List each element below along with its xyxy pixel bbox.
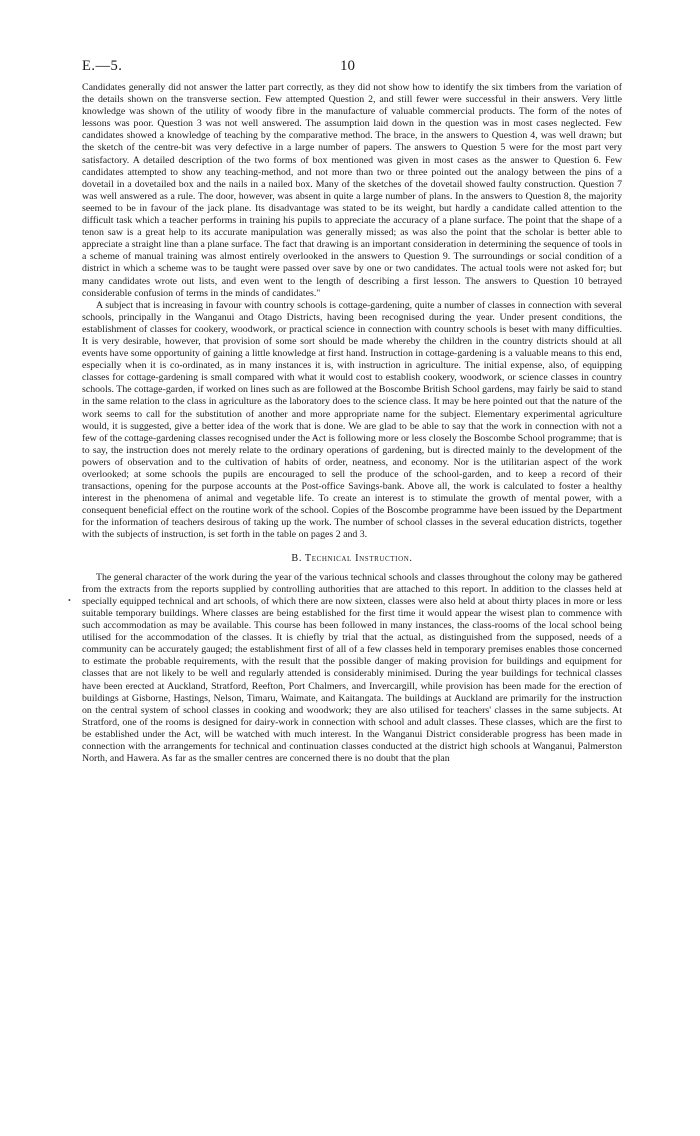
margin-mark: • bbox=[68, 596, 71, 605]
page-number: 10 bbox=[340, 58, 355, 74]
page-header bbox=[82, 58, 622, 78]
paragraph-technical-instruction: The general character of the work during the year of the various technical schools and classes throughout the colony may be gathered from the extracts from the reports supplied by controlling authorities that are attached to this report. In addition to the classes held at specially equipped technical and art schools, of which there are now sixteen, classes were also held at about thirty places in more or less suitable temporary buildings. Where classes are being established for the first time it would appear the wisest plan to commence with such accommodation as may be available. This course has been followed in many instances, the class-rooms of the local school being utilised for the accommodation of the classes. It is chiefly by trial that the actual, as distinguished from the supposed, needs of a community can be accurately gauged; the establishment first of all of a few classes held in temporary premises enables those concerned to estimate the probable requirements, with the result that the possible danger of making provision for buildings and equipment for classes that are not likely to be well and regularly attended is considerably minimised. During the year buildings for technical classes have been erected at Auckland, Stratford, Reefton, Port Chalmers, and Invercargill, while provision has been made for the erection of buildings at Gisborne, Hastings, Nelson, Timaru, Waimate, and Kaitangata. The buildings at Auckland are primarily for the instruction on the central system of school classes in cooking and woodwork; they are also utilised for teachers' classes in the same subjects. At Stratford, one of the rooms is designed for dairy-work in connection with school and adult classes. These classes, which are the first to be established under the Act, will be watched with much interest. In the Wanganui District considerable progress has been made in connection with the arrangements for technical and continuation classes conducted at the district high schools at Wanganui, Palmerston North, and Hawera. As far as the smaller centres are concerned there is no doubt that the plan bbox=[82, 571, 622, 765]
document-body bbox=[82, 82, 622, 765]
document-reference: E.—5. bbox=[82, 58, 123, 74]
section-heading: B. Technical Instruction. bbox=[291, 552, 413, 564]
paragraph-exam-answers: Candidates generally did not answer the latter part correctly, as they did not show how to identify the six timbers from the variation of the details shown on the transverse section. Few attempted Question 2, and still fewer were successful in their answers. Very little knowledge was shown of the utility of woody fibre in the manufacture of valuable commercial products. The form of the notes of lessons was poor. Question 3 was not well answered. The assumption laid down in the question was in most cases neglected. Few candidates showed a knowledge of teaching by the comparative method. The brace, in the answers to Question 4, was well drawn; but the sketch of the centre-bit was very defective in a large number of papers. The answers to Question 5 were for the most part very satisfactory. A detailed description of the two forms of box mentioned was given in most cases as the answer to Question 6. Few candidates attempted to show any teaching-method, and not more than two or three pointed out the analogy between the pins of a dovetail in a dovetailed box and the nails in a nailed box. Many of the sketches of the dovetail showed faulty construction. Question 7 was well answered as a rule. The door, however, was absent in quite a large number of plans. In the answers to Question 8, the majority seemed to be in favour of the jack plane. Its disadvantage was stated to be its weight, but hardly a candidate called attention to the difficult task which a teacher performs in training his pupils to appreciate the accuracy of a plane surface. The point that the shape of a tenon saw is a great help to its accurate manipulation was generally missed; as was also the point that the scholar is better able to appreciate a straight line than a plane surface. The fact that drawing is an important consideration in determining the sequence of tools in a scheme of manual training was almost entirely overlooked in the answers to Question 9. The surroundings or social condition of a district in which a scheme was to be taught were passed over save by one or two candidates. The actual tools were not asked for; but many candidates wrote out lists, and even went to the length of describing a first lesson. The answers to Question 10 betrayed considerable confusion of terms in the minds of candidates." bbox=[82, 82, 622, 299]
paragraph-cottage-gardening: A subject that is increasing in favour with country schools is cottage-gardening, quite a number of classes in connection with several schools, principally in the Wanganui and Otago Districts, having been recognised during the year. Under present conditions, the establishment of classes for cookery, woodwork, or practical science in connection with country schools is beset with many difficulties. It is very desirable, however, that provision of some sort should be made whereby the children in the country districts should at all events have some opportunity of gaining a little knowledge at first hand. Instruction in cottage-gardening is a valuable means to this end, especially when it is co-ordinated, as in many instances it is, with instruction in agriculture. The initial expense, also, of equipping classes for cottage-gardening is small compared with what it would cost to establish cookery, woodwork, or science classes in country schools. The cottage-garden, if worked on lines such as are followed at the Boscombe British School gardens, may fairly be said to stand in the same relation to the class in agriculture as the laboratory does to the science class. It may be here pointed out that the nature of the work seems to call for the substitution of another and more appropriate name for the subject. Elementary experimental agriculture would, it is suggested, give a better idea of the work that is done. We are glad to be able to say that the work in connection with not a few of the cottage-gardening classes recognised under the Act is following more or less closely the Boscombe School programme; that is to say, the instruction does not merely relate to the ordinary operations of gardening, but is directed mainly to the development of the powers of observation and to the cultivation of habits of order, neatness, and economy. Nor is the utilitarian aspect of the work overlooked; at some schools the pupils are encouraged to sell the produce of the school-garden, and to keep a record of their transactions, opening for the purpose accounts at the Post-office Savings-bank. Above all, the work is calculated to foster a healthy interest in the phenomena of animal and vegetable life. To create an interest is to stimulate the growth of mental power, with a consequent beneficial effect on the routine work of the school. Copies of the Boscombe programme have been issued by the Department for the information of teachers desirous of taking up the work. The number of school classes in the several education districts, together with the subjects of instruction, is set forth in the table on pages 2 and 3. bbox=[82, 299, 622, 541]
